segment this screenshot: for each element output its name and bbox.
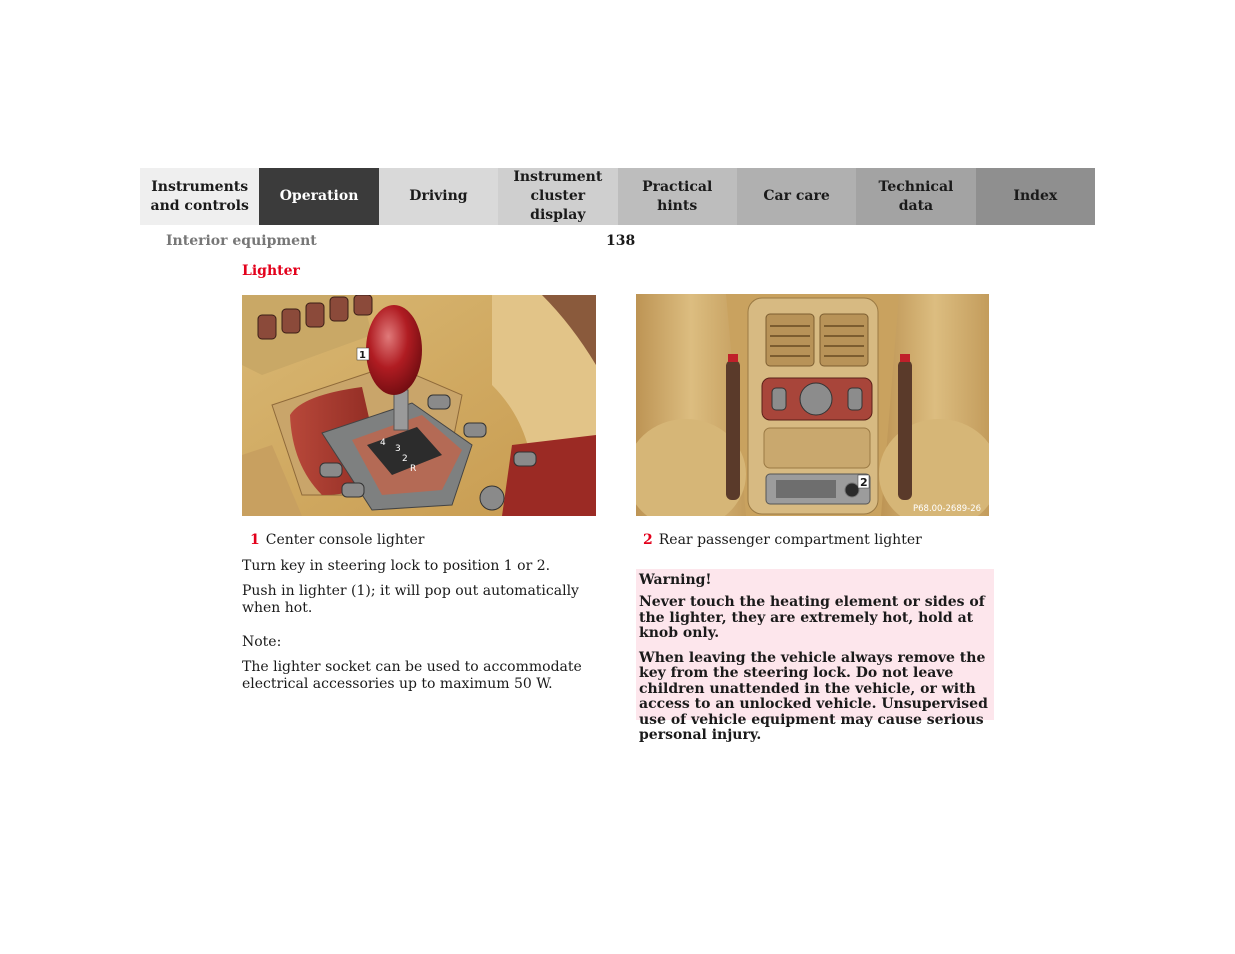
page-heading: Lighter [242,263,300,279]
svg-text:3: 3 [395,444,401,454]
page-number: 138 [606,233,636,249]
top-navigation [140,168,1095,225]
tab-operation[interactable]: Operation [259,168,378,225]
tab-index[interactable]: Index [976,168,1095,225]
warning-paragraph-2: When leaving the vehicle always remove the key from the steering lock. Do not leave children unattended in the vehicle, or with access to an unlocked vehicle. Unsupervised use of vehicle equipment may cause serious personal injury. [639,649,988,743]
center-console-illustration [242,295,596,516]
svg-text:4: 4 [380,438,386,448]
note-label: Note: [242,634,282,650]
caption-1 [250,532,424,548]
tab-practical-hints[interactable]: Practical hints [618,168,737,225]
paragraph-turn-key: Turn key in steering lock to position 1 or 2. [242,558,551,574]
caption-1-text: Center console lighter [265,532,425,548]
svg-text:2: 2 [402,454,408,464]
tab-driving[interactable]: Driving [379,168,498,225]
caption-1-number: 1 [250,532,260,548]
paragraph-push-lighter: Push in lighter (1); it will pop out automatically when hot. [242,583,579,616]
warning-title: Warning! [639,572,712,588]
warning-paragraph-1: Never touch the heating element or sides of the lighter, they are extremely hot, hold at knob only. [639,594,985,641]
tab-instrument-cluster-display[interactable]: Instrument cluster display [498,168,617,225]
figure1-callout: 1 [359,350,366,361]
caption-2-text: Rear passenger compartment lighter [658,532,922,548]
caption-2 [643,532,922,548]
paragraph-note: The lighter socket can be used to accommodate electrical accessories up to maximum 50 W. [242,659,582,692]
tab-instruments-and-controls[interactable]: Instruments and controls [140,168,259,225]
tab-technical-data[interactable]: Technical data [856,168,975,225]
rear-console-illustration [636,294,989,516]
caption-2-number: 2 [643,532,653,548]
figure2-callout: 2 [860,476,868,489]
figure-code: P68.00-2689-26 [913,504,982,514]
tab-car-care[interactable]: Car care [737,168,856,225]
warning-box [636,569,994,743]
svg-text:R: R [410,464,417,474]
section-title: Interior equipment [166,233,317,249]
